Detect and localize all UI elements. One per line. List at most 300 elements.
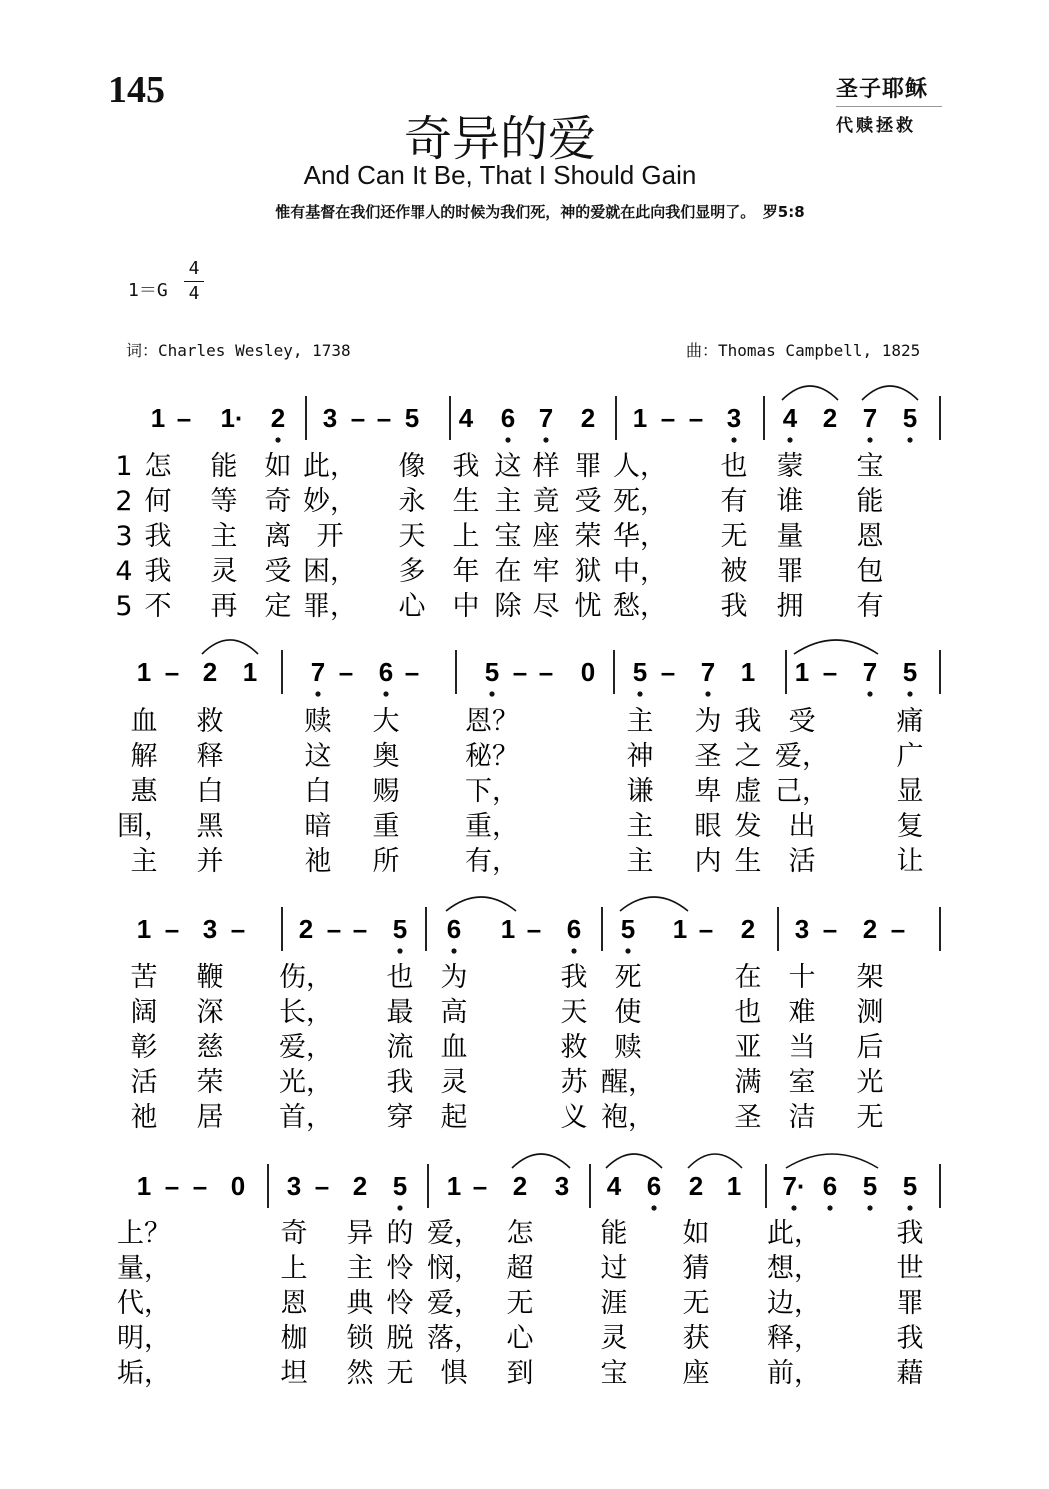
note: 6 <box>378 657 394 687</box>
note: 4 <box>606 1171 622 1201</box>
lyric-syllable: 忧 <box>574 591 602 622</box>
note: 6 <box>566 914 582 944</box>
lyric-syllable: 我 <box>896 1218 924 1249</box>
lyric-syllable: 量， <box>117 1253 171 1284</box>
lyric-syllable: 不 <box>144 591 172 622</box>
lyric-syllable: 亚 <box>734 1032 762 1063</box>
lyric-syllable: 此， <box>303 451 357 482</box>
lyric-syllable: 圣 <box>734 1102 762 1133</box>
lyric-syllable: 罪 <box>574 451 602 482</box>
lyric-syllable: 死 <box>614 962 642 993</box>
slur <box>202 640 258 654</box>
lyric-syllable: 伤， <box>279 962 333 993</box>
lyric-syllable: 卑 <box>694 776 722 807</box>
note: 3 <box>554 1171 570 1201</box>
lyric-syllable: 爱， <box>775 741 829 772</box>
lyric-syllable: 主 <box>494 486 522 517</box>
lyric-syllable: 怎 <box>506 1218 534 1249</box>
note: 2 <box>822 403 838 433</box>
lyric-syllable: 无 <box>386 1358 414 1389</box>
lyric-syllable: 罪 <box>896 1288 924 1319</box>
lyric-syllable: 苏 <box>560 1067 588 1098</box>
octave-dot-below <box>625 948 630 953</box>
note: 1 <box>794 657 810 687</box>
note: 7 <box>700 657 716 687</box>
lyric-syllable: 典 <box>346 1288 374 1319</box>
lyric-syllable: 宝 <box>856 451 884 482</box>
lyric-syllable: 醒， <box>601 1067 655 1098</box>
octave-dot-below <box>275 437 280 442</box>
note: 1 <box>136 914 152 944</box>
lyric-syllable: 圣 <box>694 741 722 772</box>
lyric-syllable: 祂 <box>304 846 332 877</box>
lyric-syllable: 有 <box>720 486 748 517</box>
lyric-syllable: 我 <box>144 556 172 587</box>
lyric-syllable: 恩？ <box>465 706 519 737</box>
hymn-number: 145 <box>108 69 165 111</box>
lyric-syllable: 人， <box>613 451 667 482</box>
dash-note: – <box>660 403 676 433</box>
note: 6 <box>446 914 462 944</box>
lyric-syllable: 我 <box>720 591 748 622</box>
lyric-syllable: 愁， <box>613 591 667 622</box>
lyric-syllable: 到 <box>506 1358 534 1389</box>
lyric-syllable: 能 <box>856 486 884 517</box>
lyric-syllable: 座 <box>682 1358 710 1389</box>
dash-note: – <box>404 657 420 687</box>
dash-note: – <box>164 914 180 944</box>
note: 1 <box>740 657 756 687</box>
lyric-syllable: 包 <box>856 556 884 587</box>
lyric-syllable: 内 <box>694 846 722 877</box>
lyric-syllable: 牢 <box>532 556 560 587</box>
lyric-syllable: 受 <box>788 706 816 737</box>
lyric-syllable: 赐 <box>372 776 400 807</box>
lyric-syllable: 灵 <box>210 556 238 587</box>
slur <box>786 1154 878 1168</box>
lyric-syllable: 世 <box>896 1253 924 1284</box>
lyric-syllable: 释， <box>767 1323 821 1354</box>
dash-note: – <box>512 657 528 687</box>
lyric-syllable: 室 <box>788 1067 816 1098</box>
lyric-syllable: 阔 <box>130 997 158 1028</box>
octave-dot-below <box>867 437 872 442</box>
lyric-syllable: 深 <box>196 997 224 1028</box>
lyric-syllable: 妙， <box>303 486 357 517</box>
lyric-syllable: 怜 <box>386 1288 414 1319</box>
category-main: 圣子耶稣 <box>836 72 942 107</box>
lyric-syllable: 永 <box>398 486 426 517</box>
lyric-syllable: 尽 <box>532 591 560 622</box>
lyric-syllable: 流 <box>386 1032 414 1063</box>
lyric-syllable: 慈 <box>196 1032 224 1063</box>
lyric-syllable: 围， <box>117 811 171 842</box>
note: 6 <box>822 1171 838 1201</box>
lyric-syllable: 活 <box>130 1067 158 1098</box>
octave-dot-below <box>505 437 510 442</box>
octave-dot-below <box>383 691 388 696</box>
slur <box>862 386 918 400</box>
octave-dot-below <box>451 948 456 953</box>
lyric-syllable: 无 <box>506 1288 534 1319</box>
composer-credit: 曲：Thomas Campbell, 1825 <box>686 341 921 360</box>
lyric-syllable: 让 <box>896 846 924 877</box>
lyric-syllable: 高 <box>440 997 468 1028</box>
slur <box>782 386 838 400</box>
lyric-syllable: 我 <box>896 1323 924 1354</box>
lyric-syllable: 光 <box>856 1067 884 1098</box>
octave-dot-below <box>791 1205 796 1210</box>
lyric-syllable: 无 <box>720 521 748 552</box>
octave-dot-below <box>571 948 576 953</box>
note: 5 <box>632 657 648 687</box>
lyric-syllable: 苦 <box>130 962 158 993</box>
note: 1 <box>500 914 516 944</box>
lyric-syllable: 上 <box>280 1253 308 1284</box>
lyric-syllable: 藉 <box>896 1358 924 1389</box>
octave-dot-below <box>907 437 912 442</box>
note: 6 <box>646 1171 662 1201</box>
octave-dot-below <box>731 437 736 442</box>
time-signature-bottom: 4 <box>188 283 200 304</box>
lyric-syllable: 主 <box>346 1253 374 1284</box>
note: 3 <box>794 914 810 944</box>
note: 5 <box>620 914 636 944</box>
lyric-syllable: 生 <box>452 486 480 517</box>
lyric-syllable: 有 <box>856 591 884 622</box>
lyric-syllable: 惠 <box>130 776 158 807</box>
lyric-syllable: 大 <box>372 706 400 737</box>
lyric-syllable: 荣 <box>196 1067 224 1098</box>
lyric-syllable: 何 <box>144 486 172 517</box>
lyric-syllable: 黑 <box>196 811 224 842</box>
note: 1 <box>136 657 152 687</box>
lyric-syllable: 再 <box>210 591 238 622</box>
lyric-syllable: 灵 <box>440 1067 468 1098</box>
lyric-syllable: 垢， <box>117 1358 171 1389</box>
lyric-syllable: 暗 <box>304 811 332 842</box>
lyric-syllable: 天 <box>398 521 426 552</box>
note: 1· <box>220 403 244 433</box>
lyric-syllable: 惧 <box>440 1358 468 1389</box>
note: 5 <box>902 657 918 687</box>
lyric-syllable: 心 <box>506 1323 534 1354</box>
key-signature: 1＝G <box>128 280 168 301</box>
lyric-syllable: 居 <box>196 1102 224 1133</box>
lyric-syllable: 落， <box>427 1323 481 1354</box>
lyric-syllable: 宝 <box>600 1358 628 1389</box>
lyric-syllable: 狱 <box>574 556 602 587</box>
lyric-syllable: 怜 <box>386 1253 414 1284</box>
time-signature-top: 4 <box>188 258 200 279</box>
octave-dot-below <box>827 1205 832 1210</box>
lyric-syllable: 也 <box>386 962 414 993</box>
lyric-syllable: 白 <box>304 776 332 807</box>
lyric-syllable: 爱， <box>279 1032 333 1063</box>
lyric-syllable: 枷 <box>280 1323 308 1354</box>
lyric-syllable: 代， <box>117 1288 171 1319</box>
lyric-syllable: 救 <box>196 706 224 737</box>
verse-number: 5 <box>115 591 133 622</box>
octave-dot-below <box>543 437 548 442</box>
lyric-syllable: 神 <box>626 741 654 772</box>
slur <box>688 1154 742 1168</box>
lyric-syllable: 彰 <box>130 1032 158 1063</box>
dash-note: – <box>164 657 180 687</box>
dash-note: – <box>352 914 368 944</box>
lyric-syllable: 上？ <box>117 1218 171 1249</box>
lyric-syllable: 祂 <box>130 1102 158 1133</box>
octave-dot-below <box>397 948 402 953</box>
lyric-syllable: 并 <box>196 846 224 877</box>
lyric-syllable: 等 <box>210 486 238 517</box>
lyric-syllable: 我 <box>144 521 172 552</box>
note: 5 <box>404 403 420 433</box>
note: 5 <box>484 657 500 687</box>
note: 5 <box>392 914 408 944</box>
lyric-syllable: 前， <box>767 1358 821 1389</box>
verse-number: 4 <box>115 556 133 587</box>
lyric-syllable: 想， <box>767 1253 821 1284</box>
lyric-syllable: 虚 <box>734 776 762 807</box>
lyric-syllable: 难 <box>788 997 816 1028</box>
octave-dot-below <box>397 1205 402 1210</box>
lyric-syllable: 主 <box>626 706 654 737</box>
note: 4 <box>458 403 474 433</box>
slur <box>794 640 878 654</box>
lyric-syllable: 罪， <box>303 591 357 622</box>
lyric-syllable: 赎 <box>614 1032 642 1063</box>
slur <box>606 1154 662 1168</box>
verse-number: 3 <box>115 521 133 552</box>
lyric-syllable: 测 <box>856 997 884 1028</box>
lyric-syllable: 后 <box>856 1032 884 1063</box>
lyric-syllable: 满 <box>734 1067 762 1098</box>
lyric-syllable: 痛 <box>896 706 924 737</box>
lyric-syllable: 奇 <box>264 486 292 517</box>
lyric-syllable: 除 <box>494 591 522 622</box>
lyric-syllable: 多 <box>398 556 426 587</box>
note: 2 <box>202 657 218 687</box>
note: 7 <box>538 403 554 433</box>
lyric-syllable: 年 <box>452 556 480 587</box>
lyric-syllable: 锁 <box>346 1323 374 1354</box>
lyric-syllable: 灵 <box>600 1323 628 1354</box>
slur <box>446 897 516 911</box>
octave-dot-below <box>867 1205 872 1210</box>
dash-note: – <box>526 914 542 944</box>
hymn-title-chinese: 奇异的爱 <box>403 111 596 167</box>
octave-dot-below <box>651 1205 656 1210</box>
note: 1 <box>150 403 166 433</box>
lyric-syllable: 如 <box>264 451 292 482</box>
lyric-syllable: 怎 <box>144 451 172 482</box>
lyric-syllable: 在 <box>494 556 522 587</box>
lyric-syllable: 受 <box>264 556 292 587</box>
lyric-syllable: 主 <box>626 811 654 842</box>
lyric-syllable: 主 <box>130 846 158 877</box>
dash-note: – <box>822 657 838 687</box>
lyric-syllable: 无 <box>682 1288 710 1319</box>
note: 3 <box>726 403 742 433</box>
verse-number: 1 <box>115 451 133 482</box>
lyric-syllable: 架 <box>856 962 884 993</box>
lyric-syllable: 在 <box>734 962 762 993</box>
lyric-syllable: 被 <box>720 556 748 587</box>
lyric-syllable: 悯， <box>427 1253 481 1284</box>
lyric-syllable: 血 <box>440 1032 468 1063</box>
note: 1 <box>242 657 258 687</box>
note: 0 <box>580 657 596 687</box>
lyric-syllable: 鞭 <box>196 962 224 993</box>
lyric-syllable: 死， <box>613 486 667 517</box>
lyric-syllable: 当 <box>788 1032 816 1063</box>
note: 1 <box>136 1171 152 1201</box>
lyric-syllable: 坦 <box>280 1358 308 1389</box>
lyric-syllable: 中 <box>452 591 480 622</box>
lyric-syllable: 广 <box>896 741 924 772</box>
lyric-syllable: 活 <box>788 846 816 877</box>
lyric-syllable: 出 <box>788 811 816 842</box>
note: 0 <box>230 1171 246 1201</box>
note: 2 <box>352 1171 368 1201</box>
lyric-syllable: 使 <box>614 997 642 1028</box>
note: 7 <box>862 403 878 433</box>
lyric-syllable: 救 <box>560 1032 588 1063</box>
lyric-syllable: 定 <box>264 591 292 622</box>
lyric-syllable: 爱， <box>427 1288 481 1319</box>
lyric-syllable: 罪 <box>776 556 804 587</box>
lyric-syllable: 为 <box>440 962 468 993</box>
note: 6 <box>500 403 516 433</box>
note: 2 <box>512 1171 528 1201</box>
lyric-syllable: 光， <box>279 1067 333 1098</box>
lyric-syllable: 竟 <box>532 486 560 517</box>
lyric-syllable: 能 <box>600 1218 628 1249</box>
dash-note: – <box>688 403 704 433</box>
note: 2 <box>298 914 314 944</box>
lyric-syllable: 我 <box>734 706 762 737</box>
lyric-syllable: 白 <box>196 776 224 807</box>
lyric-syllable: 中， <box>613 556 667 587</box>
lyric-syllable: 眼 <box>694 811 722 842</box>
dash-note: – <box>326 914 342 944</box>
note: 2 <box>270 403 286 433</box>
lyric-syllable: 猜 <box>682 1253 710 1284</box>
lyric-syllable: 袍， <box>601 1102 655 1133</box>
note: 2 <box>688 1171 704 1201</box>
lyric-syllable: 为 <box>694 706 722 737</box>
lyric-syllable: 受 <box>574 486 602 517</box>
lyric-syllable: 也 <box>720 451 748 482</box>
lyric-syllable: 座 <box>532 521 560 552</box>
lyric-syllable: 能 <box>210 451 238 482</box>
dash-note: – <box>338 657 354 687</box>
slur <box>620 897 688 911</box>
lyric-syllable: 主 <box>210 521 238 552</box>
scripture-verse: 惟有基督在我们还作罪人的时候为我们死，神的爱就在此向我们显明了。 罗5:8 <box>275 203 805 221</box>
lyric-syllable: 长， <box>279 997 333 1028</box>
note: 4 <box>782 403 798 433</box>
lyric-syllable: 洁 <box>788 1102 816 1133</box>
lyric-syllable: 明， <box>117 1323 171 1354</box>
lyric-syllable: 恩 <box>856 521 884 552</box>
lyric-syllable: 超 <box>506 1253 534 1284</box>
lyric-syllable: 奇 <box>280 1218 308 1249</box>
octave-dot-below <box>315 691 320 696</box>
lyric-syllable: 离 <box>264 521 292 552</box>
lyric-syllable: 量 <box>776 521 804 552</box>
octave-dot-below <box>787 437 792 442</box>
note: 3 <box>202 914 218 944</box>
note: 3 <box>322 403 338 433</box>
dash-note: – <box>192 1171 208 1201</box>
lyric-syllable: 华， <box>613 521 667 552</box>
lyric-syllable: 宝 <box>494 521 522 552</box>
note: 1 <box>632 403 648 433</box>
lyric-syllable: 下， <box>465 776 519 807</box>
lyric-syllable: 困， <box>303 556 357 587</box>
octave-dot-below <box>489 691 494 696</box>
note: 2 <box>862 914 878 944</box>
lyric-syllable: 最 <box>386 997 414 1028</box>
note: 1 <box>726 1171 742 1201</box>
lyric-syllable: 蒙 <box>776 451 804 482</box>
dash-note: – <box>538 657 554 687</box>
slur <box>512 1154 570 1168</box>
dash-note: – <box>350 403 366 433</box>
category-sub: 代赎拯救 <box>836 116 916 136</box>
lyric-syllable: 血 <box>130 706 158 737</box>
lyric-syllable: 心 <box>398 591 426 622</box>
dash-note: – <box>822 914 838 944</box>
dash-note: – <box>314 1171 330 1201</box>
lyric-syllable: 异 <box>346 1218 374 1249</box>
lyric-syllable: 样 <box>532 451 560 482</box>
lyric-syllable: 获 <box>682 1323 710 1354</box>
hymn-title-english: And Can It Be, That I Should Gain <box>303 160 697 190</box>
lyric-syllable: 也 <box>734 997 762 1028</box>
lyric-syllable: 涯 <box>600 1288 628 1319</box>
dash-note: – <box>176 403 192 433</box>
lyric-syllable: 释 <box>196 741 224 772</box>
note: 5 <box>862 1171 878 1201</box>
lyric-syllable: 解 <box>130 741 158 772</box>
lyric-syllable: 之 <box>734 741 762 772</box>
lyric-syllable: 拥 <box>776 591 804 622</box>
lyric-syllable: 开 <box>316 521 344 552</box>
lyric-syllable: 我 <box>560 962 588 993</box>
dash-note: – <box>164 1171 180 1201</box>
lyric-syllable: 的 <box>386 1218 414 1249</box>
note: 2 <box>580 403 596 433</box>
lyric-syllable: 义 <box>560 1102 588 1133</box>
lyric-syllable: 我 <box>386 1067 414 1098</box>
lyric-syllable: 有， <box>465 846 519 877</box>
note: 2 <box>740 914 756 944</box>
lyric-syllable: 我 <box>452 451 480 482</box>
lyric-syllable: 恩 <box>280 1288 308 1319</box>
lyric-syllable: 复 <box>896 811 924 842</box>
lyric-syllable: 重 <box>372 811 400 842</box>
lyric-syllable: 如 <box>682 1218 710 1249</box>
lyric-syllable: 荣 <box>574 521 602 552</box>
lyric-syllable: 像 <box>398 451 426 482</box>
octave-dot-below <box>867 691 872 696</box>
lyric-syllable: 主 <box>626 846 654 877</box>
octave-dot-below <box>637 691 642 696</box>
note: 3 <box>286 1171 302 1201</box>
